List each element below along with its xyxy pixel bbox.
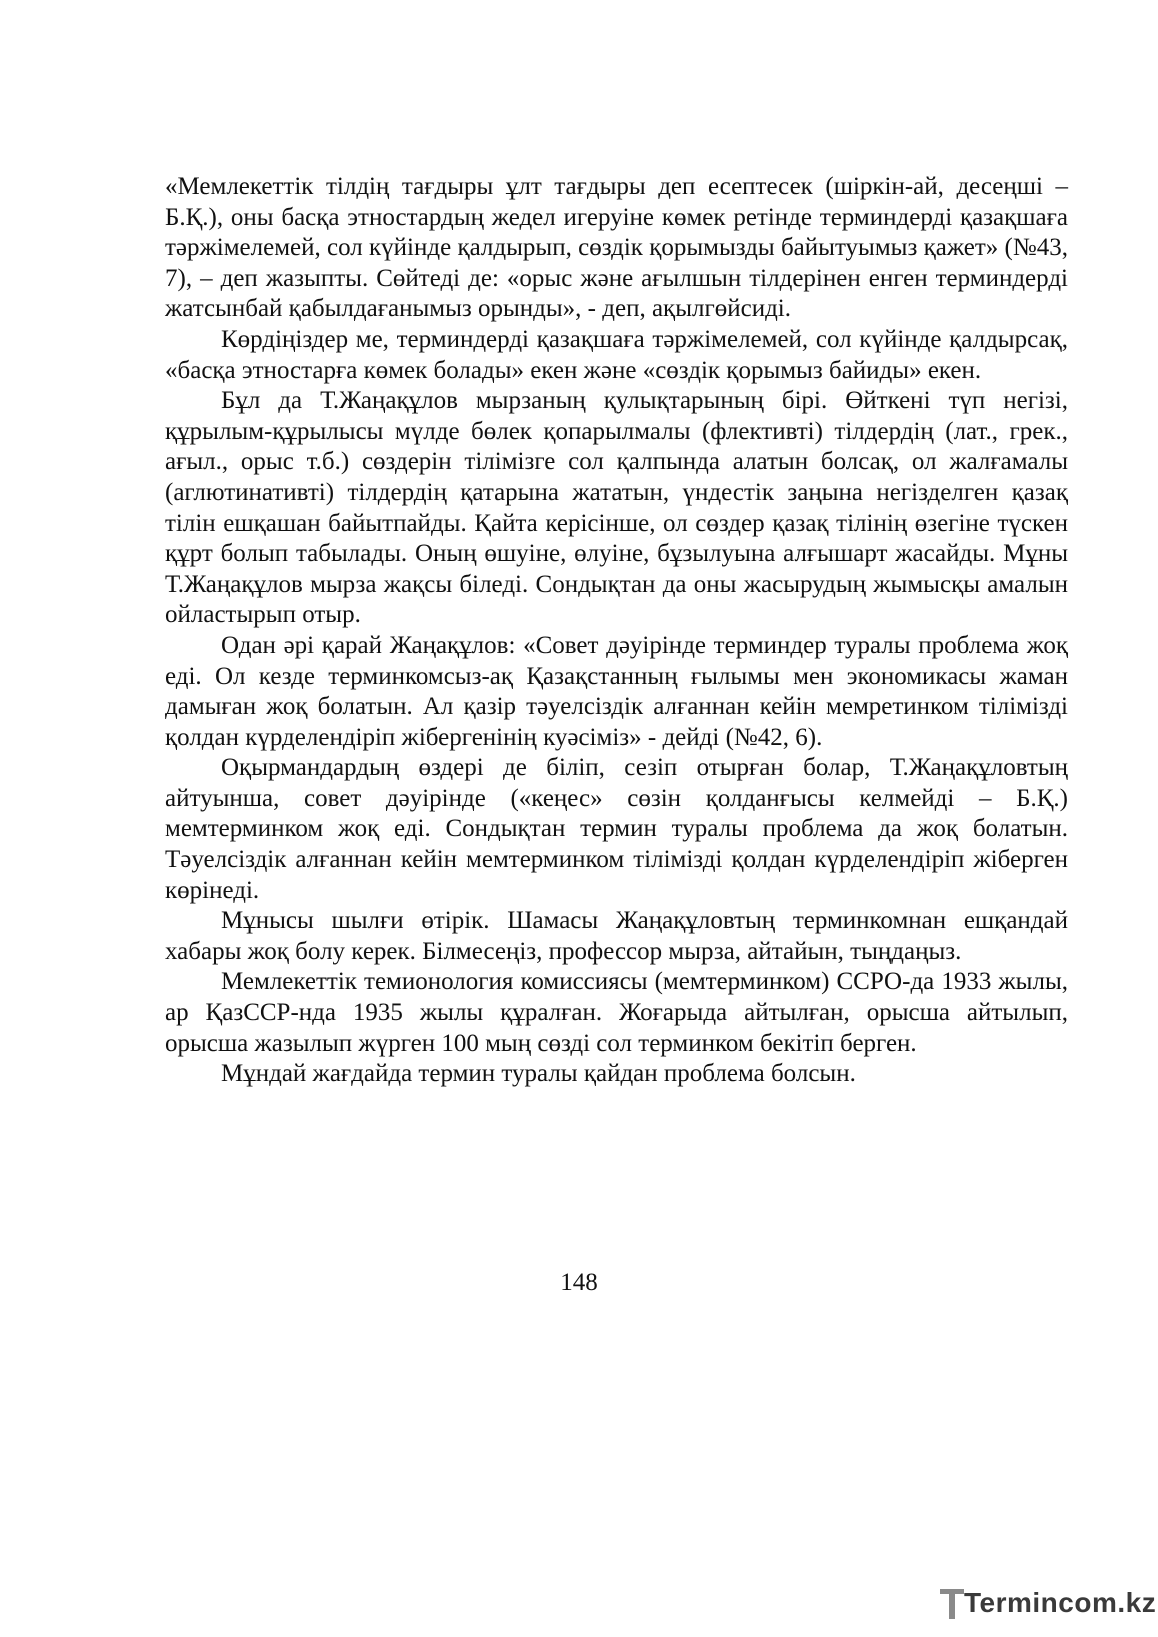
paragraph: Одан әрі қарай Жаңақұлов: «Совет дәуірінде терминдер туралы проблема жоқ еді. Ол кезде терминкомсыз-ақ Қазақстанның ғылымы мен экономикасы жаман дамыған жоқ болатын. Ал қазір тәуелсіздік алғаннан кейін мемретинком тілімізді қолдан күрделендіріп жібергенінің куәсіміз» - дейді (№42, 6).: [165, 631, 1068, 751]
watermark-text: Termincom.kz: [964, 1587, 1157, 1618]
paragraph: «Мемлекеттік тілдің тағдыры ұлт тағдыры деп есептесек (шіркін-ай, десеңші – Б.Қ.), оны басқа этностардың жедел игеруіне көмек ретінде терминдерді қазақшаға тәржімелемей, сол күйінде қалдырып, сөздік қорымызды байытуымыз қажет» (№43, 7), – деп жазыпты. Сөйтеді де: «орыс және ағылшын тілдерінен енген терминдерді жатсынбай қабылдағанымыз орынды», - деп, ақылгөйсиді.: [165, 173, 1068, 323]
site-watermark: [938, 1585, 1157, 1625]
paragraph: Көрдіңіздер ме, терминдерді қазақшаға тәржімелемей, сол күйінде қалдырсақ, «басқа этностарға көмек болады» екен және «сөздік қорымыз байиды» екен.: [165, 325, 1068, 384]
page-number: 148: [560, 1269, 598, 1296]
paragraph: Мемлекеттік темионология комиссиясы (мемтерминком) ССРО-да 1933 жылы, ар ҚазССР-нда 1935 жылы құралған. Жоғарыда айтылған, орысша айтылып, орысша жазылып жүрген 100 мың сөзді сол терминком бекітіп берген.: [165, 968, 1068, 1057]
paragraph: Мұндай жағдайда термин туралы қайдан проблема болсын.: [221, 1060, 856, 1088]
page-body: [165, 172, 1068, 1090]
paragraph: Мұнысы шылғи өтірік. Шамасы Жаңақұловтың терминкомнан ешқандай хабары жоқ болу керек. Білмесеңіз, профессор мырза, айтайын, тыңдаңыз.: [165, 907, 1068, 965]
paragraph: Оқырмандардың өздері де біліп, сезіп отырған болар, Т.Жаңақұловтың айтуынша, совет дәуірінде («кеңес» сөзін қолданғысы келмейді – Б.Қ.) мемтерминком жоқ еді. Сондықтан термин туралы проблема да жоқ болатын. Тәуелсіздік алғаннан кейін мемтерминком тілімізді қолдан күрделендіріп жіберген көрінеді.: [165, 754, 1068, 904]
paragraph: Бұл да Т.Жаңақұлов мырзаның қулықтарының бірі. Өйткені түп негізі, құрылым-құрылысы мүлде бөлек қопарылмалы (флективті) тілдердің (лат., грек., ағыл., орыс т.б.) сөздерін тілімізге сол қалпында алатын болсақ, ол жалғамалы (аглютинативті) тілдердің қатарына жататын, үндестік заңына негізделген қазақ тілін ешқашан байытпайды. Қайта керісінше, ол сөздер қазақ тілінің өзегіне түскен құрт болып табылады. Оның өшуіне, өлуіне, бұзылуына алғышарт жасайды. Мұны Т.Жаңақұлов мырза жақсы біледі. Сондықтан да оны жасырудың жымысқы амалын ойластырып отыр.: [165, 387, 1068, 629]
